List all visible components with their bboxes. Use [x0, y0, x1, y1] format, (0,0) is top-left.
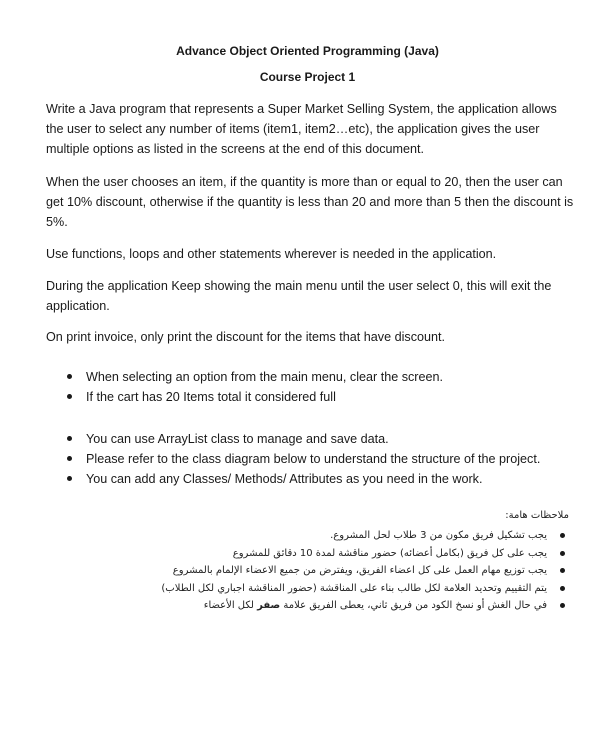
bullet-icon [67, 436, 72, 441]
list-item-text: You can use ArrayList class to manage and save data. [86, 432, 389, 446]
list-item [86, 387, 586, 407]
bullet-icon [560, 533, 565, 538]
list-item [149, 580, 569, 598]
list-item-text: If the cart has 20 Items total it considered full [86, 390, 336, 404]
list-item [86, 469, 586, 489]
list-item-text: Please refer to the class diagram below to understand the structure of the project. [86, 452, 541, 466]
list-item [149, 562, 569, 580]
note-text-before: في حال الغش أو نسخ الكود من فريق ثاني، يعطى الفريق علامة [280, 600, 547, 611]
list-item [86, 449, 586, 469]
bullet-icon [560, 586, 565, 591]
note-text-after: لكل الأعضاء [203, 600, 258, 611]
note-text-bold: صفر [257, 600, 281, 611]
paragraph-intro: Write a Java program that represents a Super Market Selling System, the application allows the user to select any number of items (item1, item2…etc), the application gives the user multiple options as listed in the screens at the end of this document. [46, 102, 557, 156]
note-text: يجب على كل فريق (بكامل أعضائه) حضور مناقشة لمدة 10 دقائق للمشروع [232, 547, 547, 559]
important-notes [149, 507, 569, 615]
course-title: Advance Object Oriented Programming (Java) [176, 44, 439, 58]
bullet-icon [67, 476, 72, 481]
paragraph-invoice: On print invoice, only print the discount for the items that have discount. [46, 330, 446, 344]
note-text: يجب توزيع مهام العمل على كل اعضاء الفريق، ويفترض من جميع الاعضاء الإلمام بالمشروع [172, 565, 547, 576]
list-item-text: You can add any Classes/ Methods/ Attributes as you need in the work. [86, 472, 483, 486]
list-item [149, 545, 569, 563]
bullet-icon [560, 603, 565, 608]
notes-heading: ملاحظات هامة: [505, 510, 569, 521]
project-title: Course Project 1 [259, 70, 356, 84]
list-item [149, 597, 569, 615]
paragraph-discount: When the user chooses an item, if the quantity is more than or equal to 20, then the user can get 10% discount, otherwise if the quantity is less than 20 and more than 5 then the discount is 5%. [46, 175, 574, 229]
bullet-icon [67, 394, 72, 399]
bullet-icon [67, 456, 72, 461]
note-text: يتم التقييم وتحديد العلامة لكل طالب بناء على المناقشة (حضور المناقشة اجباري لكل الطلاب) [161, 582, 547, 594]
bullet-list-rules [86, 367, 586, 407]
bullet-icon [560, 551, 565, 556]
note-text: يجب تشكيل فريق مكون من 3 طلاب لحل المشروع. [330, 530, 547, 541]
bullet-icon [560, 568, 565, 573]
paragraph-functions: Use functions, loops and other statements wherever is needed in the application. [46, 247, 497, 261]
bullet-list-hints [86, 429, 586, 489]
list-item-text: When selecting an option from the main menu, clear the screen. [86, 370, 444, 384]
notes-list [149, 527, 569, 615]
list-item [86, 429, 586, 449]
paragraph-main-menu: During the application Keep showing the main menu until the user select 0, this will exit the application. [46, 279, 552, 313]
bullet-icon [67, 374, 72, 379]
list-item [149, 527, 569, 545]
list-item [86, 367, 586, 387]
